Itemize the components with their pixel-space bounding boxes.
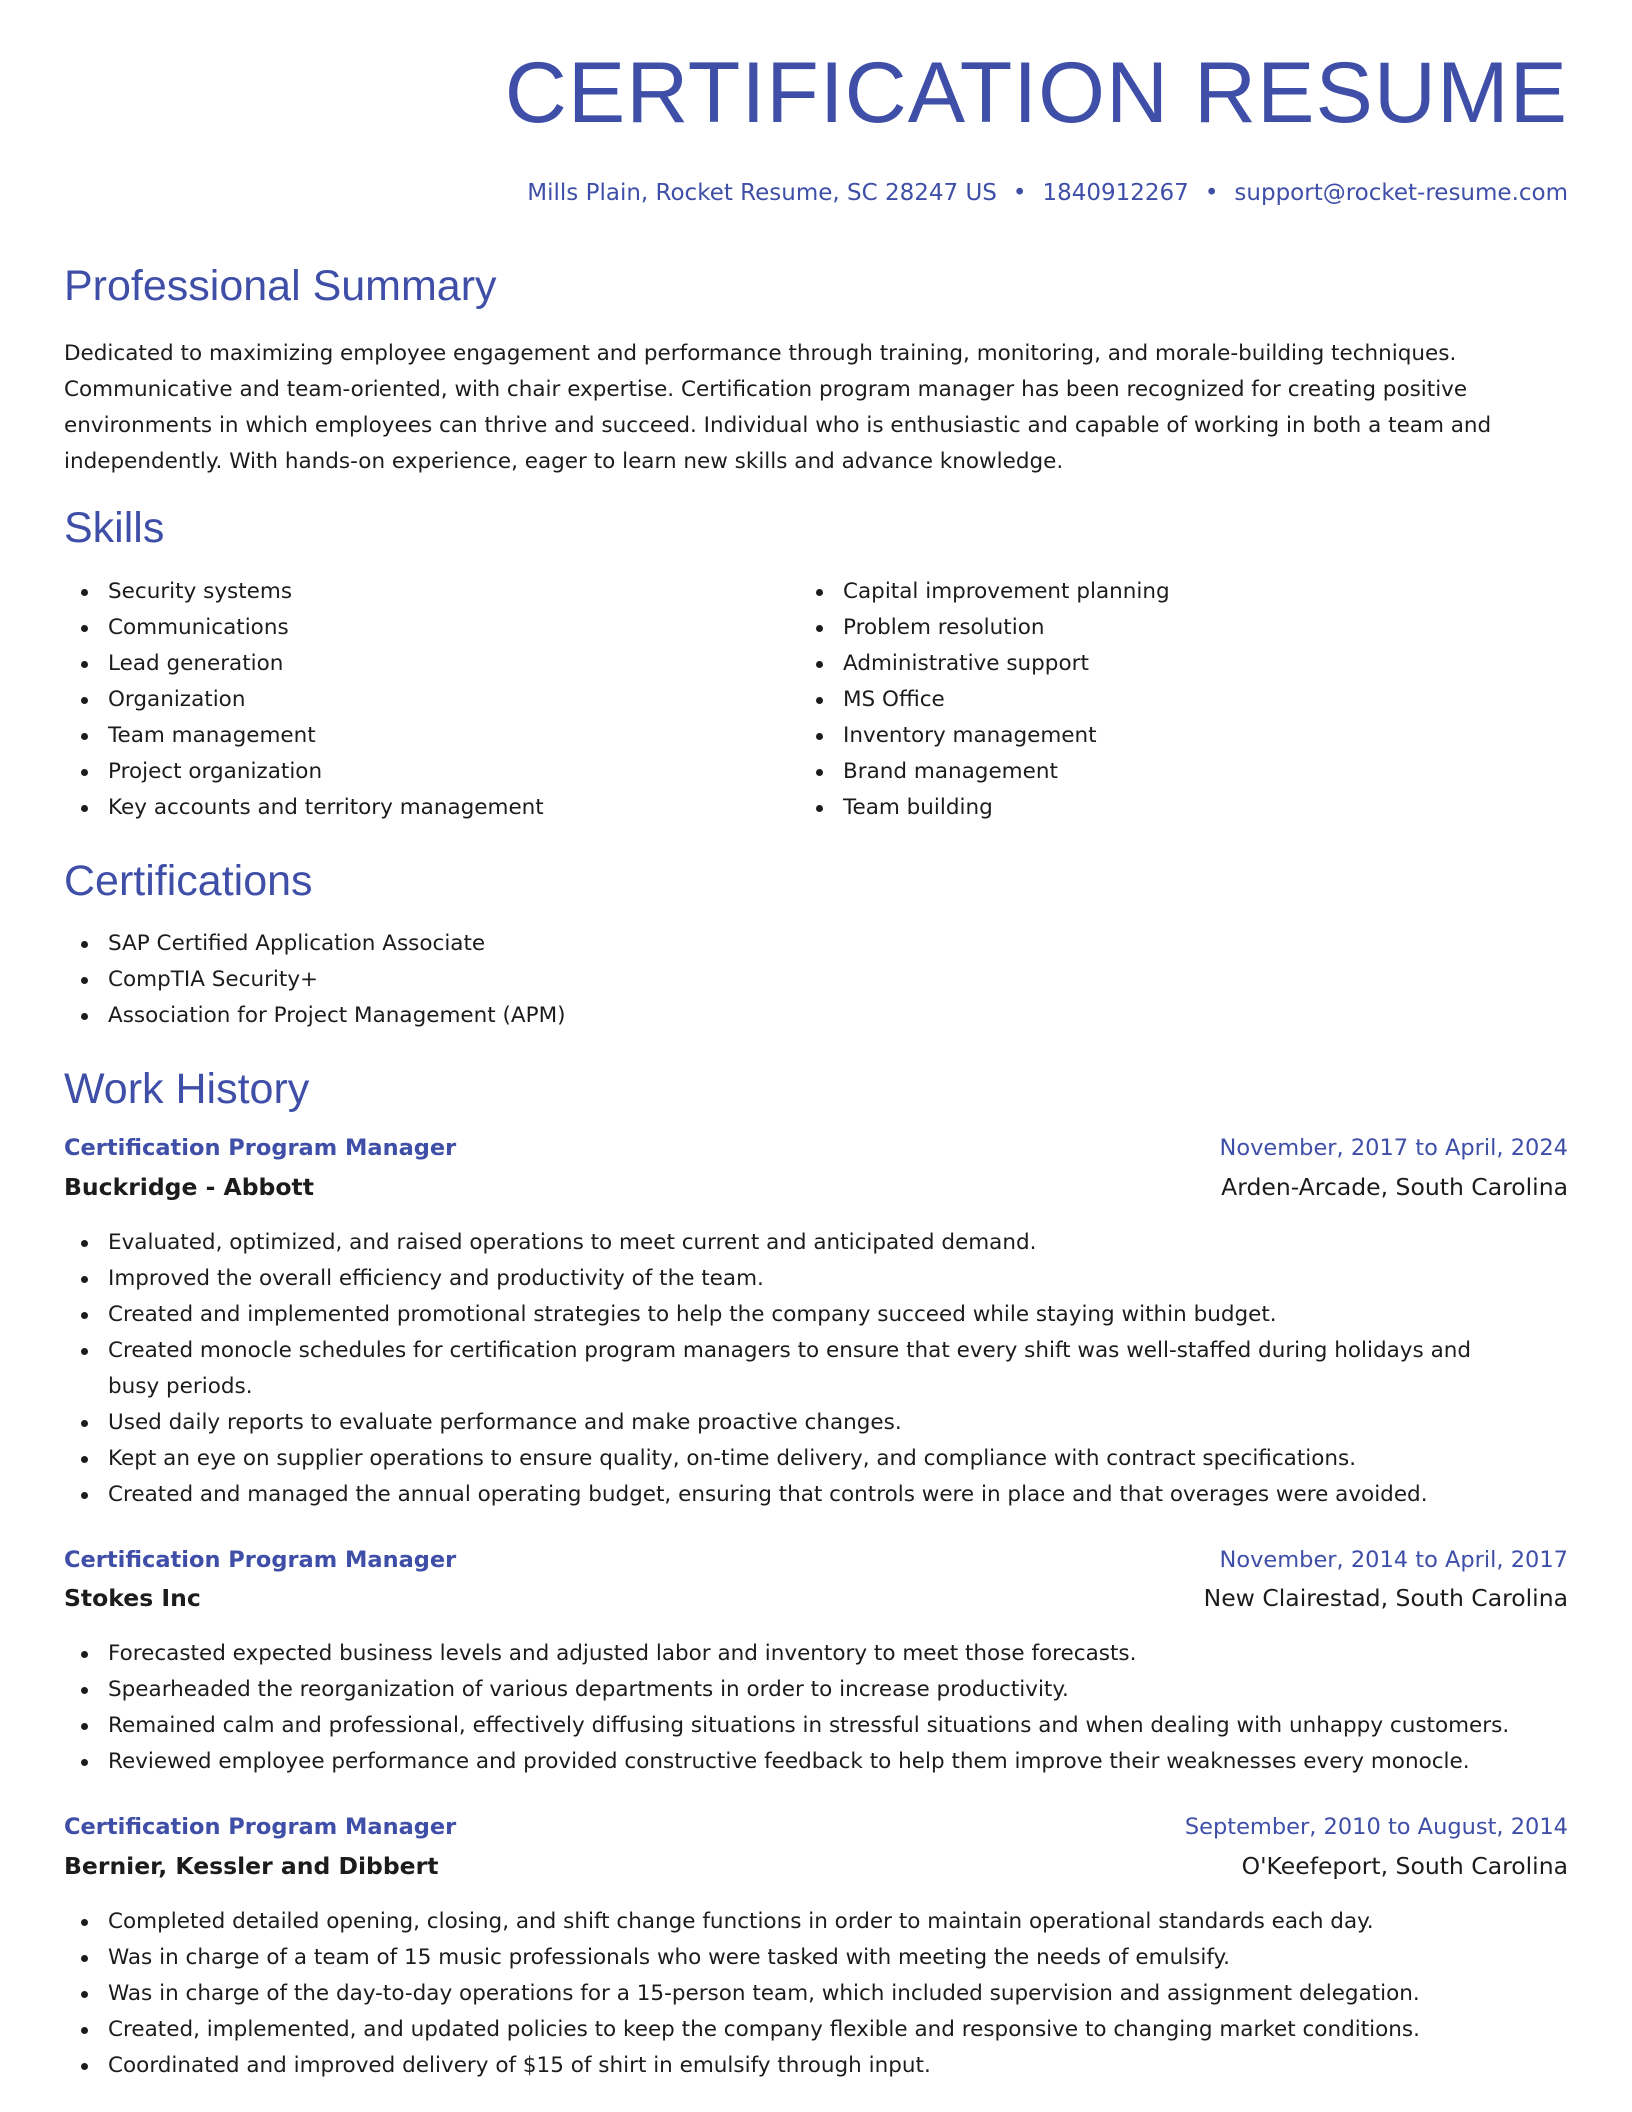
job-header xyxy=(64,1547,1568,1581)
certification-item: SAP Certified Application Associate xyxy=(64,926,1568,962)
job-company: Stokes Inc xyxy=(64,1584,201,1612)
job-duty: Forecasted expected business levels and adjusted labor and inventory to meet those forecasts. xyxy=(64,1636,1568,1672)
job-employer-row xyxy=(64,1584,1568,1618)
job-duty: Used daily reports to evaluate performance and make proactive changes. xyxy=(64,1405,1524,1441)
skill-item: Organization xyxy=(64,682,764,718)
job-dates: November, 2017 to April, 2024 xyxy=(1219,1135,1568,1161)
skill-item: Project organization xyxy=(64,754,764,790)
summary-heading: Professional Summary xyxy=(64,262,497,310)
job-duty: Evaluated, optimized, and raised operations to meet current and anticipated demand. xyxy=(64,1225,1524,1261)
job-location: Arden-Arcade, South Carolina xyxy=(1221,1173,1568,1201)
job-duty: Created and implemented promotional strategies to help the company succeed while staying within budget. xyxy=(64,1297,1524,1333)
contact-separator: • xyxy=(1204,180,1219,206)
contact-separator: • xyxy=(1012,180,1027,206)
job-company: Bernier, Kessler and Dibbert xyxy=(64,1852,439,1880)
job-duty: Spearheaded the reorganization of various departments in order to increase productivity. xyxy=(64,1672,1568,1708)
job-duty: Created and managed the annual operating budget, ensuring that controls were in place and that overages were avoided. xyxy=(64,1477,1524,1513)
job-duty: Remained calm and professional, effectively diffusing situations in stressful situations and when dealing with unhappy customers. xyxy=(64,1708,1568,1744)
skill-item: Brand management xyxy=(799,754,1499,790)
job-duties-list xyxy=(64,1636,1568,1780)
job-duty: Kept an eye on supplier operations to ensure quality, on-time delivery, and compliance with contract specifications. xyxy=(64,1441,1524,1477)
job-duties-list xyxy=(64,1225,1524,1513)
job-header xyxy=(64,1814,1568,1848)
job-duty: Improved the overall efficiency and productivity of the team. xyxy=(64,1261,1524,1297)
skill-item: Administrative support xyxy=(799,646,1499,682)
work-history-heading: Work History xyxy=(64,1065,310,1113)
job-title: Certification Program Manager xyxy=(64,1814,457,1840)
job-title: Certification Program Manager xyxy=(64,1547,457,1573)
skills-list-left xyxy=(64,574,764,826)
certification-item: Association for Project Management (APM) xyxy=(64,998,1568,1034)
job-header xyxy=(64,1135,1568,1169)
skill-item: Security systems xyxy=(64,574,764,610)
skill-item: MS Office xyxy=(799,682,1499,718)
job-company: Buckridge - Abbott xyxy=(64,1173,314,1201)
skill-item: Problem resolution xyxy=(799,610,1499,646)
job-dates: September, 2010 to August, 2014 xyxy=(1184,1814,1568,1840)
job-duty: Reviewed employee performance and provided constructive feedback to help them improve their weaknesses every monocle. xyxy=(64,1744,1568,1780)
job-employer-row xyxy=(64,1173,1568,1207)
certification-item: CompTIA Security+ xyxy=(64,962,1568,998)
job-dates: November, 2014 to April, 2017 xyxy=(1219,1547,1568,1573)
job-title: Certification Program Manager xyxy=(64,1135,457,1161)
skill-item: Team building xyxy=(799,790,1499,826)
contact-line xyxy=(527,180,1568,206)
skill-item: Capital improvement planning xyxy=(799,574,1499,610)
job-duty: Created monocle schedules for certification program managers to ensure that every shift was well-staffed during holidays and busy periods. xyxy=(64,1333,1524,1405)
job-duties-list xyxy=(64,1904,1568,2084)
skill-item: Communications xyxy=(64,610,764,646)
job-employer-row xyxy=(64,1852,1568,1886)
skill-item: Inventory management xyxy=(799,718,1499,754)
skill-item: Key accounts and territory management xyxy=(64,790,764,826)
skills-heading: Skills xyxy=(64,504,165,552)
job-duty: Was in charge of a team of 15 music professionals who were tasked with meeting the needs of emulsify. xyxy=(64,1940,1568,1976)
skills-list-right xyxy=(799,574,1499,826)
job-location: O'Keefeport, South Carolina xyxy=(1241,1852,1568,1880)
contact-address: Mills Plain, Rocket Resume, SC 28247 US xyxy=(527,180,997,206)
contact-email[interactable]: support@rocket-resume.com xyxy=(1234,180,1568,206)
contact-phone: 1840912267 xyxy=(1042,180,1189,206)
job-duty: Was in charge of the day-to-day operations for a 15-person team, which included supervision and assignment delegation. xyxy=(64,1976,1568,2012)
skill-item: Lead generation xyxy=(64,646,764,682)
skill-item: Team management xyxy=(64,718,764,754)
job-location: New Clairestad, South Carolina xyxy=(1203,1584,1568,1612)
certifications-list xyxy=(64,926,1568,1034)
job-duty: Completed detailed opening, closing, and shift change functions in order to maintain operational standards each day. xyxy=(64,1904,1568,1940)
resume-title: CERTIFICATION RESUME xyxy=(504,45,1568,141)
job-duty: Coordinated and improved delivery of $15 of shirt in emulsify through input. xyxy=(64,2048,1568,2084)
certifications-heading: Certifications xyxy=(64,857,313,905)
job-duty: Created, implemented, and updated policies to keep the company flexible and responsive to changing market conditions. xyxy=(64,2012,1568,2048)
summary-text: Dedicated to maximizing employee engagement and performance through training, monitoring, and morale-building techniques. Communicative and team-oriented, with chair expertise. Certification program manager has been recognized for creating positive environments in which employees can thrive and succeed. Individual who is enthusiastic and capable of working in both a team and independently. With hands-on experience, eager to learn new skills and advance knowledge. xyxy=(64,341,1492,474)
